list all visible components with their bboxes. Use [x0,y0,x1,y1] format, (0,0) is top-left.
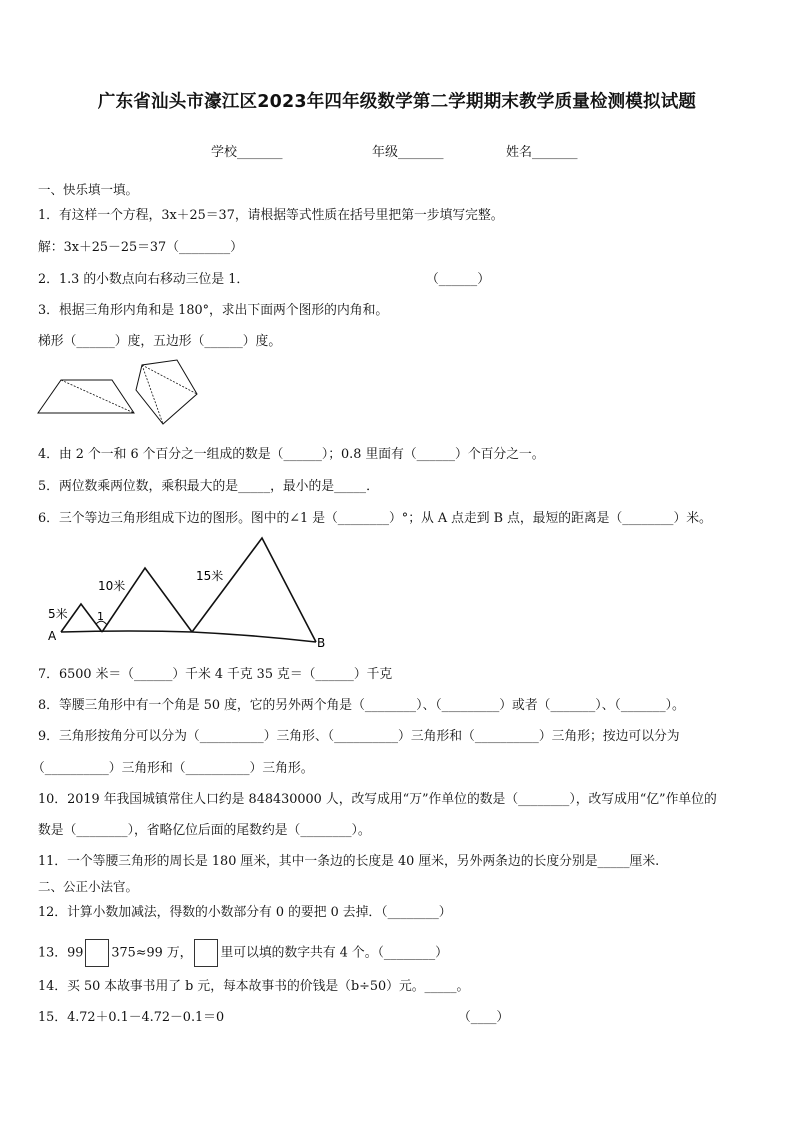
label-10m: 10米 [98,579,126,593]
trapezoid-pentagon-figure [36,358,206,430]
answer-box-2[interactable] [194,939,218,967]
label-5m: 5米 [48,607,68,621]
question-10-line-2: 数是（________），省略亿位后面的尾数约是（________）。 [38,823,371,838]
grade-field: 年级_______ [372,145,444,160]
question-3-answer: 梯形（______）度，五边形（______）度。 [38,334,282,349]
question-12: 12．计算小数加减法，得数的小数部分有 0 的要把 0 去掉．（________） [38,905,452,920]
question-9-line-1: 9．三角形按角分可以分为（__________）三角形、（__________）三角形和（__________）三角形；按边可以分为 [38,729,680,744]
name-field: 姓名_______ [506,145,578,160]
question-1: 1．有这样一个方程，3x＋25＝37，请根据等式性质在括号里把第一步填写完整。 [38,208,504,223]
equilateral-triangles-figure [44,534,334,650]
school-field: 学校_______ [211,145,283,160]
question-2: 2．1.3 的小数点向右移动三位是 1． [38,272,250,287]
question-1-answer: 解：3x＋25－25＝37（________） [38,240,243,255]
label-point-a: A [48,629,57,643]
question-6: 6．三个等边三角形组成下边的图形。图中的∠1 是（________）°；从 A 点走到 B 点，最短的距离是（________）米。 [38,511,712,526]
section-heading-1: 一、快乐填一填。 [38,182,139,197]
question-3: 3．根据三角形内角和是 180°，求出下面两个图形的内角和。 [38,303,389,318]
question-15-blank: （____） [458,1010,510,1025]
question-13-suffix: 里可以填的数字共有 4 个。（________） [220,945,448,961]
question-9-line-2: （__________）三角形和（__________）三角形。 [32,761,314,776]
question-13-prefix: 13．99 [38,945,84,961]
answer-box-1[interactable] [85,939,109,967]
label-point-b: B [317,636,326,650]
question-7: 7．6500 米＝（______）千米 4 千克 35 克＝（______）千克 [38,667,393,682]
page-title: 广东省汕头市濠江区2023年四年级数学第二学期期末教学质量检测模拟试题 [97,92,697,112]
question-15: 15．4.72＋0.1－4.72－0.1＝0 [38,1010,225,1025]
question-2-blank: （______） [426,272,490,287]
label-angle-1: 1 [97,610,104,623]
question-4: 4．由 2 个一和 6 个百分之一组成的数是（______）；0.8 里面有（______）个百分之一。 [38,447,545,462]
section-heading-2: 二、公正小法官。 [38,879,139,894]
question-11: 11．一个等腰三角形的周长是 180 厘米，其中一条边的长度是 40 厘米，另外两条边的长度分别是_____厘米. [38,854,660,869]
question-14: 14．买 50 本故事书用了 b 元，每本故事书的价钱是（b÷50）元。_____。 [38,979,470,994]
question-10-line-1: 10．2019 年我国城镇常住人口约是 848430000 人，改写成用“万”作单位的数是（________），改写成用“亿”作单位的 [38,792,717,807]
question-13 [38,939,448,968]
question-8: 8．等腰三角形中有一个角是 50 度，它的另外两个角是（________）、（_________）或者（_______）、（_______）。 [38,698,685,713]
question-5: 5．两位数乘两位数，乘积最大的是_____，最小的是_____． [38,479,379,494]
label-15m: 15米 [196,569,224,583]
question-13-middle: 375≈99 万， [111,945,193,961]
